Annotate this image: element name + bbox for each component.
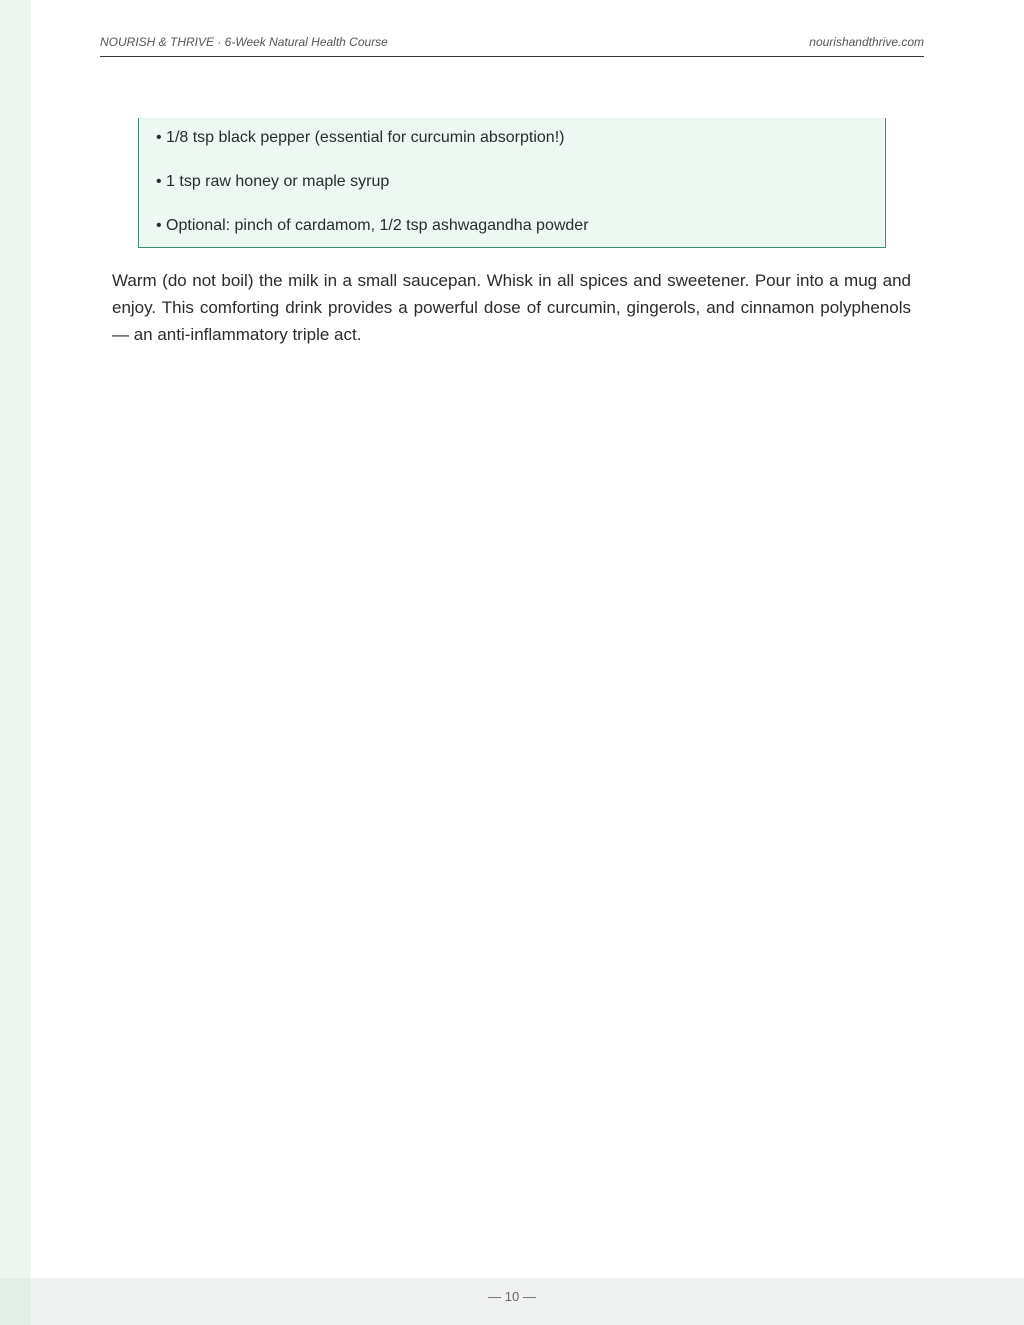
page-number: — 10 — bbox=[488, 1289, 536, 1304]
ingredient-list-box bbox=[138, 118, 886, 248]
recipe-instructions: Warm (do not boil) the milk in a small saucepan. Whisk in all spices and sweetener. Pour into a mug and enjoy. This comforting drink provides a powerful dose of curcumin, gingerols, and cinnamon polyphenols — an anti-inflammatory triple act. bbox=[112, 271, 911, 344]
page-side-band bbox=[0, 0, 31, 1325]
ingredient-item: • 1 tsp raw honey or maple syrup bbox=[156, 173, 390, 190]
ingredient-item: • 1/8 tsp black pepper (essential for curcumin absorption!) bbox=[156, 129, 565, 146]
page-header bbox=[100, 34, 924, 57]
website-url: nourishandthrive.com bbox=[809, 35, 924, 49]
course-title: NOURISH & THRIVE · 6-Week Natural Health Course bbox=[100, 35, 388, 49]
ingredient-item: • Optional: pinch of cardamom, 1/2 tsp ashwagandha powder bbox=[156, 217, 589, 234]
